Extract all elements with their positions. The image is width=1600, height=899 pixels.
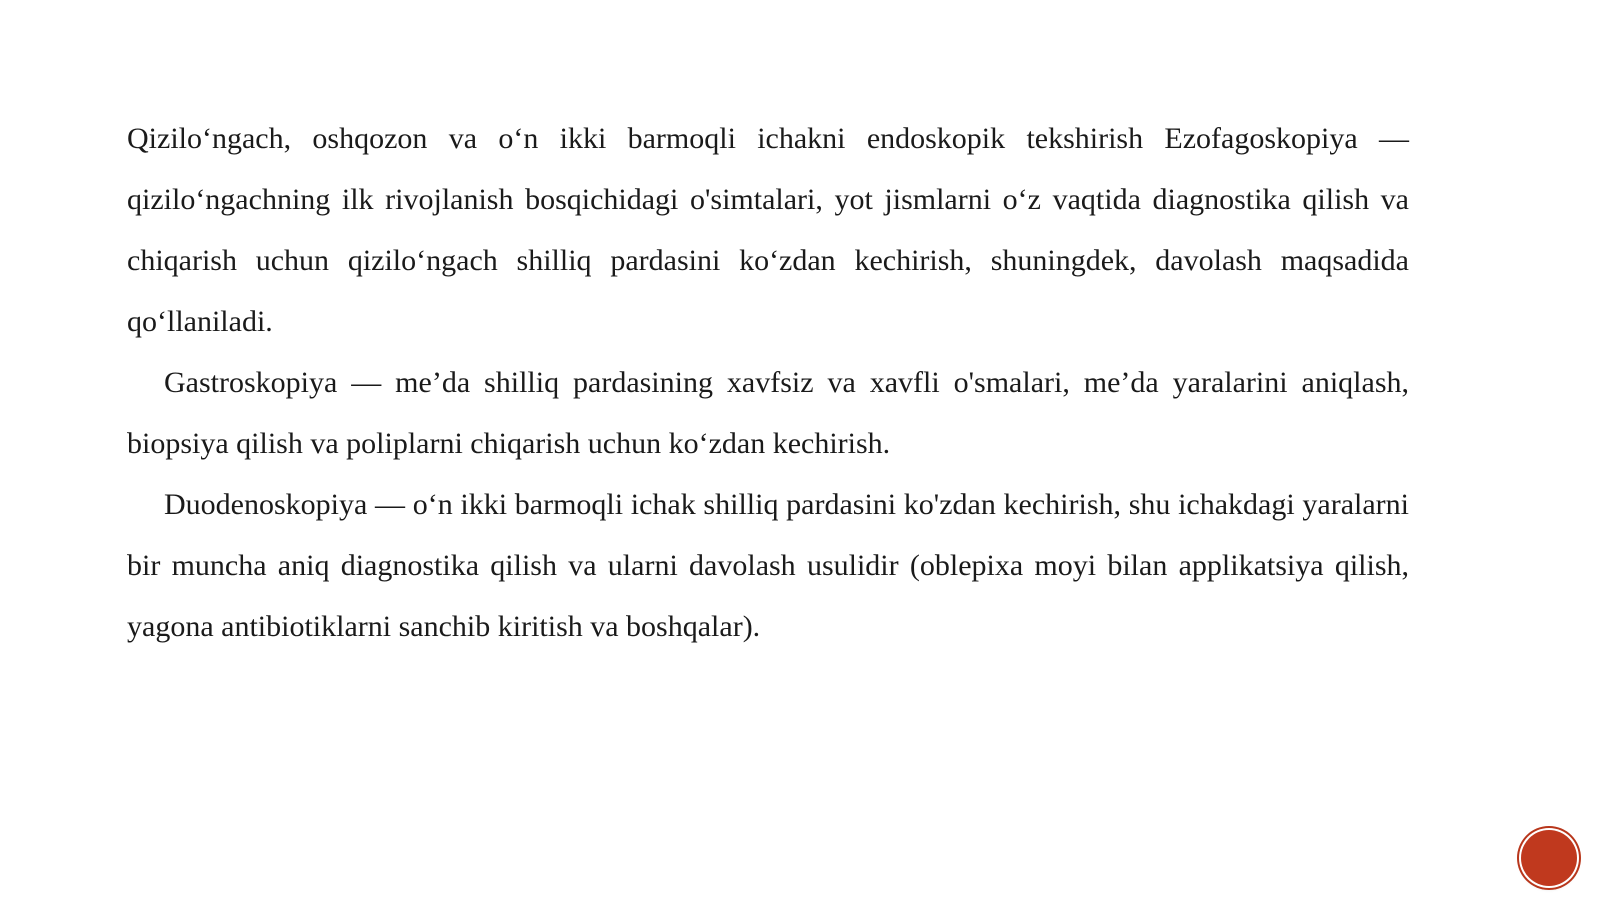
paragraph-gastroscopy: Gastroskopiya — me’da shilliq pardasining xavfsiz va xavfli o'smalari, me’da yaralarini aniqlash, biopsiya qilish va poliplarni chiqarish uchun ko‘zdan kechirish. bbox=[127, 366, 1409, 460]
slide-text-body bbox=[127, 108, 1409, 657]
paragraph-duodenoscopy: Duodenoskopiya — o‘n ikki barmoqli ichak shilliq pardasini ko'zdan kechirish, shu ichakdagi yaralarni bir muncha aniq diagnostika qilish va ularni davolash usulidir (oblepixa moyi bilan applikatsiya qilish, yagona antibiotiklarni sanchib kiritish va boshqalar). bbox=[127, 488, 1409, 643]
paragraph-esophagoscopy: Qizilo‘ngach, oshqozon va o‘n ikki barmoqli ichakni endoskopik tekshirish Ezofagoskopiya — qizilo‘ngachning ilk rivojlanish bosqichidagi o'simtalari, yot jismlarni o‘z vaqtida diagnostika qilish va chiqarish uchun qizilo‘ngach shilliq pardasini ko‘zdan kechirish, shuningdek, davolash maqsadida qo‘llaniladi. bbox=[127, 122, 1409, 338]
slide-nav-circle-button[interactable] bbox=[1521, 830, 1577, 886]
